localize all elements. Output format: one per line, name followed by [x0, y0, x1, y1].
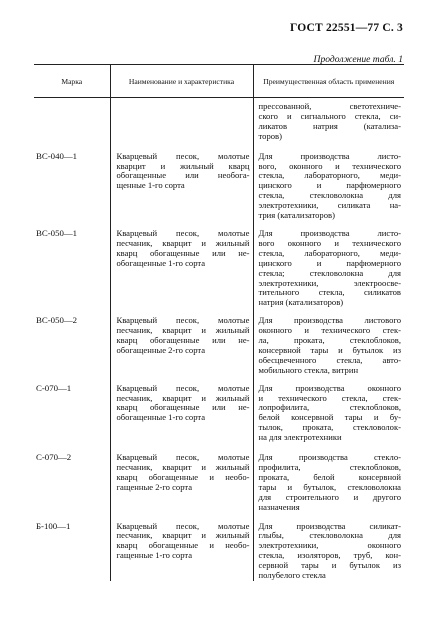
- text-line: Кварцевый песок, молотые: [116, 520, 250, 531]
- column-header-mark: Марка: [34, 65, 110, 98]
- text-line: обогащенные 1-го сорта: [116, 412, 206, 423]
- text-line: песчаник, кварцит и жильный: [116, 462, 250, 472]
- table-header-row: [34, 65, 404, 98]
- text-line: Кварцевый песок, молотые: [116, 452, 250, 463]
- text-line: Для производства листо-: [258, 227, 401, 238]
- application-cell: [253, 142, 404, 221]
- text-line: полубелого стекла: [258, 570, 326, 581]
- table-continuation-label: Продолжение табл. 1: [313, 54, 403, 65]
- text-line: Для производства стекло-: [258, 452, 401, 463]
- text-line: вого оконного и технического: [258, 237, 401, 248]
- text-line: натрия (катализаторов): [258, 297, 344, 308]
- description-cell: [110, 308, 253, 375]
- text-line: стекла, лабораторного, меди-: [258, 247, 401, 258]
- table-row: [34, 376, 404, 443]
- table-row: [34, 142, 404, 221]
- text-line: Кварцевый песок, молотые: [116, 382, 250, 393]
- text-line: тительного стекла, силикатов: [258, 287, 401, 298]
- text-line: тылок, проката, стекловолок-: [258, 422, 401, 433]
- table-body: [34, 98, 404, 581]
- text-line: песчаник, кварцит и жильный: [116, 392, 250, 403]
- table-row: [34, 443, 404, 512]
- description-cell: [110, 221, 253, 308]
- mark-cell: Б-100—1: [36, 520, 71, 531]
- text-line: трия (катализаторов): [258, 210, 335, 221]
- text-line: Для производства силикат-: [258, 520, 401, 531]
- text-line: вого, оконного и технического: [258, 160, 401, 171]
- column-header-application: Преимущественная область применения: [253, 65, 404, 98]
- text-line: кварц обогащенные и необо-: [116, 540, 250, 551]
- text-line: электротехники, электроосве-: [258, 277, 401, 288]
- application-cell: [253, 308, 404, 375]
- mark-cell: ВС-050—2: [36, 315, 78, 326]
- text-line: обогащенные или необога-: [116, 170, 250, 181]
- text-line: белой консервной тары и бу-: [258, 412, 401, 423]
- mark-cell: ВС-040—1: [36, 150, 78, 161]
- text-line: электротехники, оконного: [258, 540, 401, 551]
- text-line: Для производства листо-: [258, 150, 401, 161]
- description-cell: [110, 142, 253, 221]
- text-line: цинского и парфюмерного: [258, 257, 401, 268]
- text-line: консервной тары и бутылок из: [258, 344, 401, 355]
- text-line: ликатов натрия (катализа-: [258, 120, 401, 131]
- text-line: и технического стекла, стек-: [258, 392, 401, 403]
- text-line: прессованной, светотехниче-: [258, 101, 401, 111]
- description-cell: [110, 513, 253, 581]
- text-line: стекла, лабораторного, меди-: [258, 170, 401, 181]
- text-line: проката, белой консервной: [258, 471, 401, 482]
- description-cell: [110, 443, 253, 512]
- mark-cell: С-070—2: [36, 452, 72, 463]
- text-line: кварц обогащенные или не-: [116, 335, 250, 346]
- text-line: стекла; стекловолокна для: [258, 267, 401, 278]
- text-line: профилита, стеклоблоков,: [258, 462, 401, 472]
- text-line: кварц обогащенные или не-: [116, 402, 250, 413]
- text-line: кварц обогащенные и необо-: [116, 471, 250, 482]
- text-line: обогащенные 1-го сорта: [116, 257, 206, 268]
- text-line: гащенные 1-го сорта: [116, 550, 193, 561]
- text-line: кварцит и жильный кварц: [116, 160, 250, 171]
- text-line: Для производства оконного: [258, 382, 401, 393]
- text-line: мобильного стекла, витрин: [258, 364, 359, 375]
- text-line: назначения: [258, 501, 300, 512]
- application-cell: [253, 221, 404, 308]
- table-row: [34, 513, 404, 581]
- text-line: на для электротехники: [258, 432, 342, 443]
- text-line: оконного и технического стек-: [258, 325, 401, 336]
- table-row-continuation: [34, 98, 404, 142]
- description-cell-empty: [110, 98, 253, 142]
- column-header-description: Наименование и характеристика: [110, 65, 253, 98]
- text-line: обогащенные 2-го сорта: [116, 344, 206, 355]
- text-line: для строительного и другого: [258, 491, 401, 502]
- description-cell: [110, 376, 253, 443]
- materials-table: [34, 64, 404, 581]
- text-line: стекла, изоляторов, труб, кон-: [258, 550, 401, 561]
- text-line: песчаник, кварцит и жильный: [116, 530, 250, 541]
- text-line: гащенные 2-го сорта: [116, 481, 193, 492]
- application-cell-continuation: [253, 98, 404, 142]
- text-line: сервной тары и бутылок из: [258, 560, 401, 571]
- text-line: глыбы, стекловолокна для: [258, 530, 401, 541]
- text-line: Кварцевый песок, молотые: [116, 227, 250, 238]
- text-line: тары и бутылок, стекловолокна: [258, 481, 401, 492]
- text-line: торов): [258, 130, 282, 141]
- text-line: песчаник, кварцит и жильный: [116, 237, 250, 248]
- mark-cell: С-070—1: [36, 382, 72, 393]
- application-cell: [253, 376, 404, 443]
- table-row: [34, 221, 404, 308]
- text-line: электротехники, силиката на-: [258, 200, 401, 211]
- table-row: [34, 308, 404, 375]
- text-line: кварц обогащенные или не-: [116, 247, 250, 258]
- text-line: Кварцевый песок, молотые: [116, 150, 250, 161]
- application-cell: [253, 443, 404, 512]
- text-line: стекла, стекловолокна для: [258, 190, 401, 201]
- application-cell: [253, 513, 404, 581]
- text-line: песчаник, кварцит и жильный: [116, 325, 250, 336]
- text-line: лопрофилита, стеклоблоков,: [258, 402, 401, 413]
- page-header: ГОСТ 22551—77 С. 3: [290, 22, 403, 34]
- text-line: Кварцевый песок, молотые: [116, 315, 250, 326]
- text-line: обесцвеченного стекла, авто-: [258, 354, 401, 365]
- mark-cell-empty: [34, 98, 110, 142]
- text-line: щенные 1-го сорта: [116, 180, 185, 191]
- text-line: Для производства листового: [258, 315, 401, 326]
- text-line: ла, проката, стеклоблоков,: [258, 335, 401, 346]
- text-line: ского и сигнального стекла, си-: [258, 110, 401, 121]
- text-line: цинского и парфюмерного: [258, 180, 401, 191]
- mark-cell: ВС-050—1: [36, 227, 78, 238]
